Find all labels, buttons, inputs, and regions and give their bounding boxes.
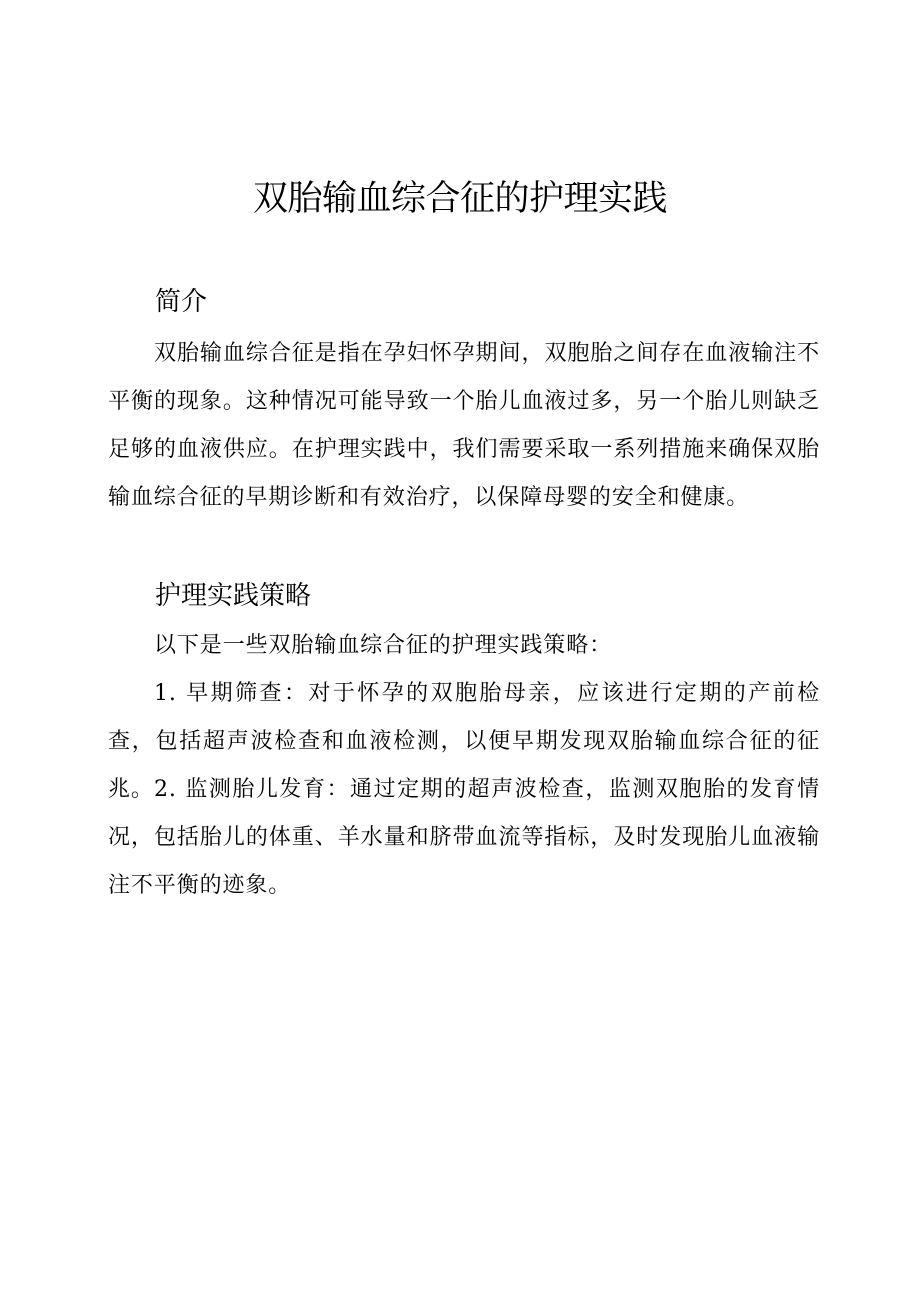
section-heading-intro: 简介 <box>155 287 208 317</box>
strategies-intro-paragraph: 以下是一些双胎输血综合征的护理实践策略： <box>154 633 613 658</box>
strategy-item-early-screening: 1. 早期筛查：对于怀孕的双胞胎母亲，应该进行定期的产前检查，包括超声波检查和血液检测，以便早期发现双胎输血综合征的征兆。 <box>108 681 820 802</box>
strategy-item-fetal-monitoring: 2. 监测胎儿发育：通过定期的超声波检查，监测双胞胎的发育情况，包括胎儿的体重、羊水量和脐带血流等指标，及时发现胎儿血液输注不平衡的迹象。 <box>108 777 820 898</box>
document-title: 双胎输血综合征的护理实践 <box>252 179 667 219</box>
intro-paragraph: 双胎输血综合征是指在孕妇怀孕期间，双胞胎之间存在血液输注不平衡的现象。这种情况可能导致一个胎儿血液过多，另一个胎儿则缺乏足够的血液供应。在护理实践中，我们需要采取一系列措施来确保双胎输血综合征的早期诊断和有效治疗，以保障母婴的安全和健康。 <box>108 341 820 510</box>
section-heading-strategies: 护理实践策略 <box>155 581 312 611</box>
